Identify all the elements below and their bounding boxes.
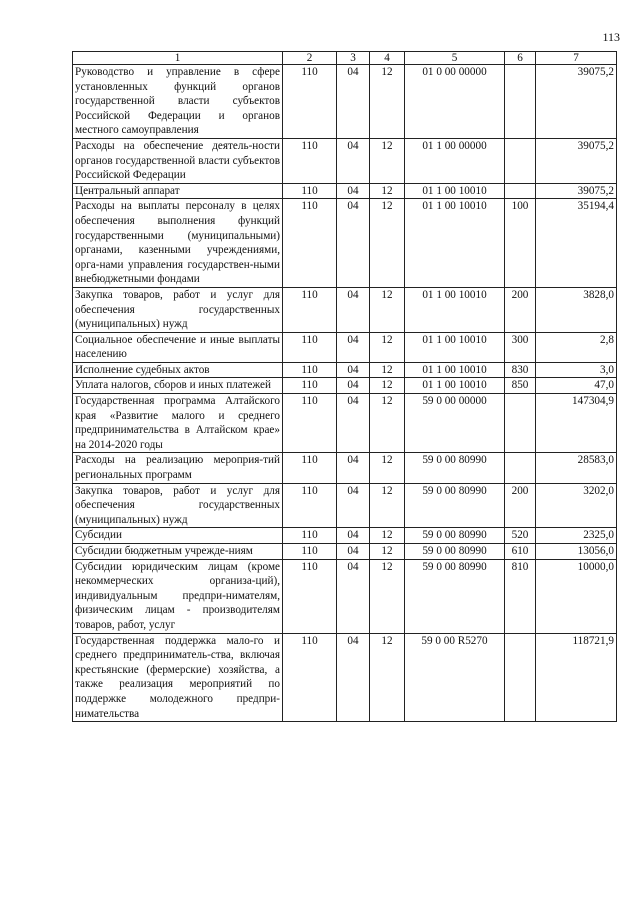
amount-cell: 47,0	[536, 378, 617, 394]
expense-type-cell	[505, 183, 536, 199]
section-code-cell: 04	[337, 453, 370, 483]
expense-type-cell: 810	[505, 559, 536, 633]
target-article-cell: 01 1 00 00000	[405, 138, 505, 183]
expense-type-cell: 300	[505, 332, 536, 362]
subsection-code-cell: 12	[370, 287, 405, 332]
subsection-code-cell: 12	[370, 633, 405, 722]
department-code-cell: 110	[283, 559, 337, 633]
table-row	[73, 287, 617, 332]
department-code-cell: 110	[283, 528, 337, 544]
department-code-cell: 110	[283, 138, 337, 183]
section-code-cell: 04	[337, 378, 370, 394]
column-header: 6	[505, 52, 536, 65]
department-code-cell: 110	[283, 633, 337, 722]
section-code-cell: 04	[337, 332, 370, 362]
expense-name-cell: Расходы на реализацию мероприя-тий региональных программ	[73, 453, 283, 483]
target-article-cell: 59 0 00 80990	[405, 528, 505, 544]
column-header: 5	[405, 52, 505, 65]
target-article-cell: 01 1 00 10010	[405, 332, 505, 362]
target-article-cell: 01 1 00 10010	[405, 287, 505, 332]
amount-cell: 2,8	[536, 332, 617, 362]
department-code-cell: 110	[283, 199, 337, 288]
expense-name-cell: Руководство и управление в сфере установленных функций органов государственной власти субъектов Российской Федерации и органов местного самоуправления	[73, 65, 283, 139]
subsection-code-cell: 12	[370, 394, 405, 453]
column-header: 4	[370, 52, 405, 65]
subsection-code-cell: 12	[370, 65, 405, 139]
section-code-cell: 04	[337, 559, 370, 633]
expense-type-cell: 850	[505, 378, 536, 394]
expense-name-cell: Субсидии юридическим лицам (кроме некоммерческих организа-ций), индивидуальным предпри-нимателям, физическим лицам - производителям товаров, работ, услуг	[73, 559, 283, 633]
table-row	[73, 528, 617, 544]
target-article-cell: 01 0 00 00000	[405, 65, 505, 139]
target-article-cell: 59 0 00 00000	[405, 394, 505, 453]
expense-type-cell	[505, 65, 536, 139]
expense-type-cell	[505, 394, 536, 453]
table-row	[73, 453, 617, 483]
department-code-cell: 110	[283, 183, 337, 199]
budget-table	[72, 51, 617, 722]
subsection-code-cell: 12	[370, 544, 405, 560]
target-article-cell: 01 1 00 10010	[405, 183, 505, 199]
department-code-cell: 110	[283, 287, 337, 332]
table-row	[73, 394, 617, 453]
target-article-cell: 01 1 00 10010	[405, 199, 505, 288]
column-header: 7	[536, 52, 617, 65]
table-row	[73, 183, 617, 199]
subsection-code-cell: 12	[370, 183, 405, 199]
section-code-cell: 04	[337, 483, 370, 528]
expense-type-cell: 520	[505, 528, 536, 544]
column-header: 3	[337, 52, 370, 65]
subsection-code-cell: 12	[370, 559, 405, 633]
amount-cell: 147304,9	[536, 394, 617, 453]
expense-name-cell: Закупка товаров, работ и услуг для обеспечения государственных (муниципальных) нужд	[73, 287, 283, 332]
section-code-cell: 04	[337, 528, 370, 544]
expense-name-cell: Центральный аппарат	[73, 183, 283, 199]
target-article-cell: 01 1 00 10010	[405, 378, 505, 394]
department-code-cell: 110	[283, 378, 337, 394]
subsection-code-cell: 12	[370, 483, 405, 528]
column-header: 1	[73, 52, 283, 65]
department-code-cell: 110	[283, 362, 337, 378]
amount-cell: 3828,0	[536, 287, 617, 332]
target-article-cell: 59 0 00 80990	[405, 453, 505, 483]
table-row	[73, 483, 617, 528]
department-code-cell: 110	[283, 483, 337, 528]
subsection-code-cell: 12	[370, 378, 405, 394]
table-row	[73, 559, 617, 633]
expense-type-cell	[505, 138, 536, 183]
subsection-code-cell: 12	[370, 199, 405, 288]
expense-name-cell: Расходы на выплаты персоналу в целях обеспечения выполнения функций государственными (муниципальными) органами, казенными учреждениями, орга-нами управления государствен-ными внебюджетными фондами	[73, 199, 283, 288]
expense-name-cell: Исполнение судебных актов	[73, 362, 283, 378]
table-row	[73, 544, 617, 560]
target-article-cell: 01 1 00 10010	[405, 362, 505, 378]
department-code-cell: 110	[283, 332, 337, 362]
expense-type-cell: 200	[505, 483, 536, 528]
section-code-cell: 04	[337, 544, 370, 560]
amount-cell: 3202,0	[536, 483, 617, 528]
section-code-cell: 04	[337, 138, 370, 183]
amount-cell: 10000,0	[536, 559, 617, 633]
section-code-cell: 04	[337, 394, 370, 453]
expense-name-cell: Субсидии бюджетным учрежде-ниям	[73, 544, 283, 560]
expense-type-cell: 100	[505, 199, 536, 288]
section-code-cell: 04	[337, 65, 370, 139]
department-code-cell: 110	[283, 544, 337, 560]
expense-name-cell: Государственная программа Алтайского края «Развитие малого и среднего предпринимательства в Алтайском крае» на 2014-2020 годы	[73, 394, 283, 453]
department-code-cell: 110	[283, 394, 337, 453]
table-row	[73, 362, 617, 378]
expense-type-cell	[505, 633, 536, 722]
department-code-cell: 110	[283, 453, 337, 483]
expense-type-cell: 610	[505, 544, 536, 560]
target-article-cell: 59 0 00 80990	[405, 544, 505, 560]
amount-cell: 3,0	[536, 362, 617, 378]
expense-type-cell	[505, 453, 536, 483]
subsection-code-cell: 12	[370, 332, 405, 362]
amount-cell: 39075,2	[536, 65, 617, 139]
section-code-cell: 04	[337, 362, 370, 378]
target-article-cell: 59 0 00 80990	[405, 483, 505, 528]
amount-cell: 28583,0	[536, 453, 617, 483]
expense-name-cell: Социальное обеспечение и иные выплаты населению	[73, 332, 283, 362]
expense-name-cell: Расходы на обеспечение деятель-ности органов государственной власти субъектов Российской Федерации	[73, 138, 283, 183]
table-row	[73, 65, 617, 139]
table-row	[73, 138, 617, 183]
section-code-cell: 04	[337, 183, 370, 199]
amount-cell: 35194,4	[536, 199, 617, 288]
expense-name-cell: Закупка товаров, работ и услуг для обеспечения государственных (муниципальных) нужд	[73, 483, 283, 528]
section-code-cell: 04	[337, 199, 370, 288]
subsection-code-cell: 12	[370, 138, 405, 183]
expense-name-cell: Уплата налогов, сборов и иных платежей	[73, 378, 283, 394]
table-row	[73, 633, 617, 722]
section-code-cell: 04	[337, 287, 370, 332]
department-code-cell: 110	[283, 65, 337, 139]
column-header: 2	[283, 52, 337, 65]
expense-name-cell: Субсидии	[73, 528, 283, 544]
table-row	[73, 332, 617, 362]
expense-type-cell: 200	[505, 287, 536, 332]
table-row	[73, 378, 617, 394]
table-row	[73, 199, 617, 288]
expense-type-cell: 830	[505, 362, 536, 378]
expense-name-cell: Государственная поддержка мало-го и среднего предприниматель-ства, включая крестьянские (фермерские) хозяйства, а также реализация мероприятий по поддержке молодежного предпри-нимательства	[73, 633, 283, 722]
target-article-cell: 59 0 00 80990	[405, 559, 505, 633]
amount-cell: 39075,2	[536, 183, 617, 199]
subsection-code-cell: 12	[370, 528, 405, 544]
amount-cell: 118721,9	[536, 633, 617, 722]
section-code-cell: 04	[337, 633, 370, 722]
amount-cell: 13056,0	[536, 544, 617, 560]
amount-cell: 39075,2	[536, 138, 617, 183]
header-row	[73, 52, 617, 65]
amount-cell: 2325,0	[536, 528, 617, 544]
target-article-cell: 59 0 00 R5270	[405, 633, 505, 722]
subsection-code-cell: 12	[370, 362, 405, 378]
page-number: 113	[602, 30, 620, 44]
subsection-code-cell: 12	[370, 453, 405, 483]
